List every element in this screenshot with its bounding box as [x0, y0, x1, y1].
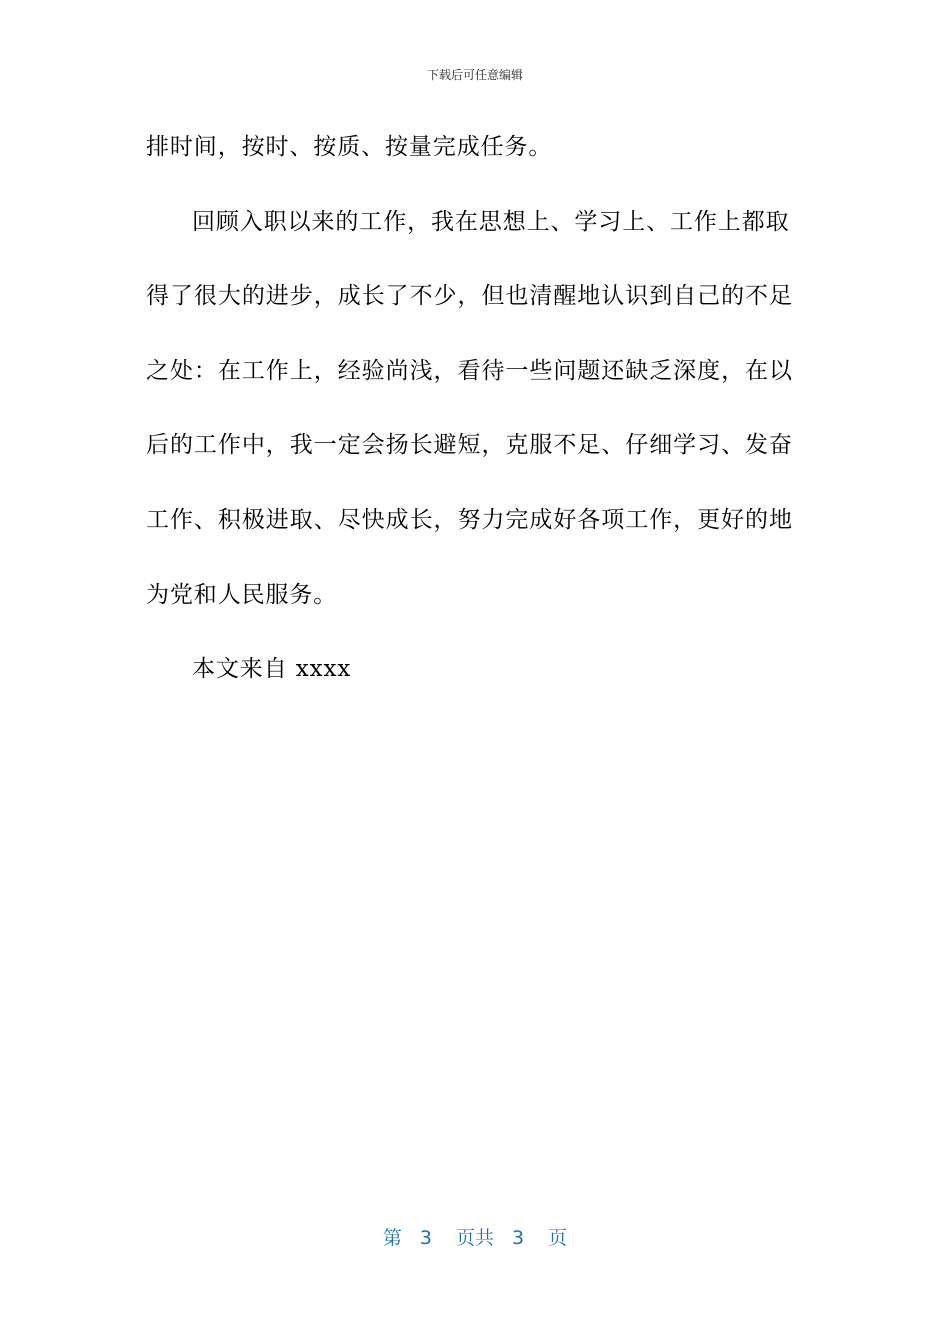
paragraph-line: 排时间，按时、按质、按量完成任务。	[146, 134, 553, 160]
document-body	[146, 110, 792, 707]
footer-middle: 页共	[455, 1227, 494, 1249]
paragraph-line: 回顾入职以来的工作，我在思想上、学习上、工作上都取	[192, 208, 790, 235]
current-page-number: 3	[419, 1227, 432, 1249]
paragraph-line: 之处：在工作上，经验尚浅，看待一些问题还缺乏深度，在以	[146, 357, 792, 384]
paragraph-line: 得了很大的进步，成长了不少，但也清醒地认识到自己的不足	[146, 283, 792, 310]
page-header-note: 下载后可任意编辑	[426, 68, 523, 82]
page-number-footer	[0, 1226, 950, 1250]
paragraph-line: 工作、积极进取、尽快成长，努力完成好各项工作，更好的地	[146, 506, 792, 533]
total-pages-number: 3	[512, 1227, 525, 1249]
footer-prefix: 第	[382, 1227, 402, 1249]
footer-suffix: 页	[548, 1227, 568, 1249]
paragraph-line: 后的工作中，我一定会扬长避短，克服不足、仔细学习、发奋	[146, 432, 792, 459]
paragraph-line: 为党和人民服务。	[146, 581, 338, 608]
source-line: 本文来自 xxxx	[192, 656, 352, 683]
